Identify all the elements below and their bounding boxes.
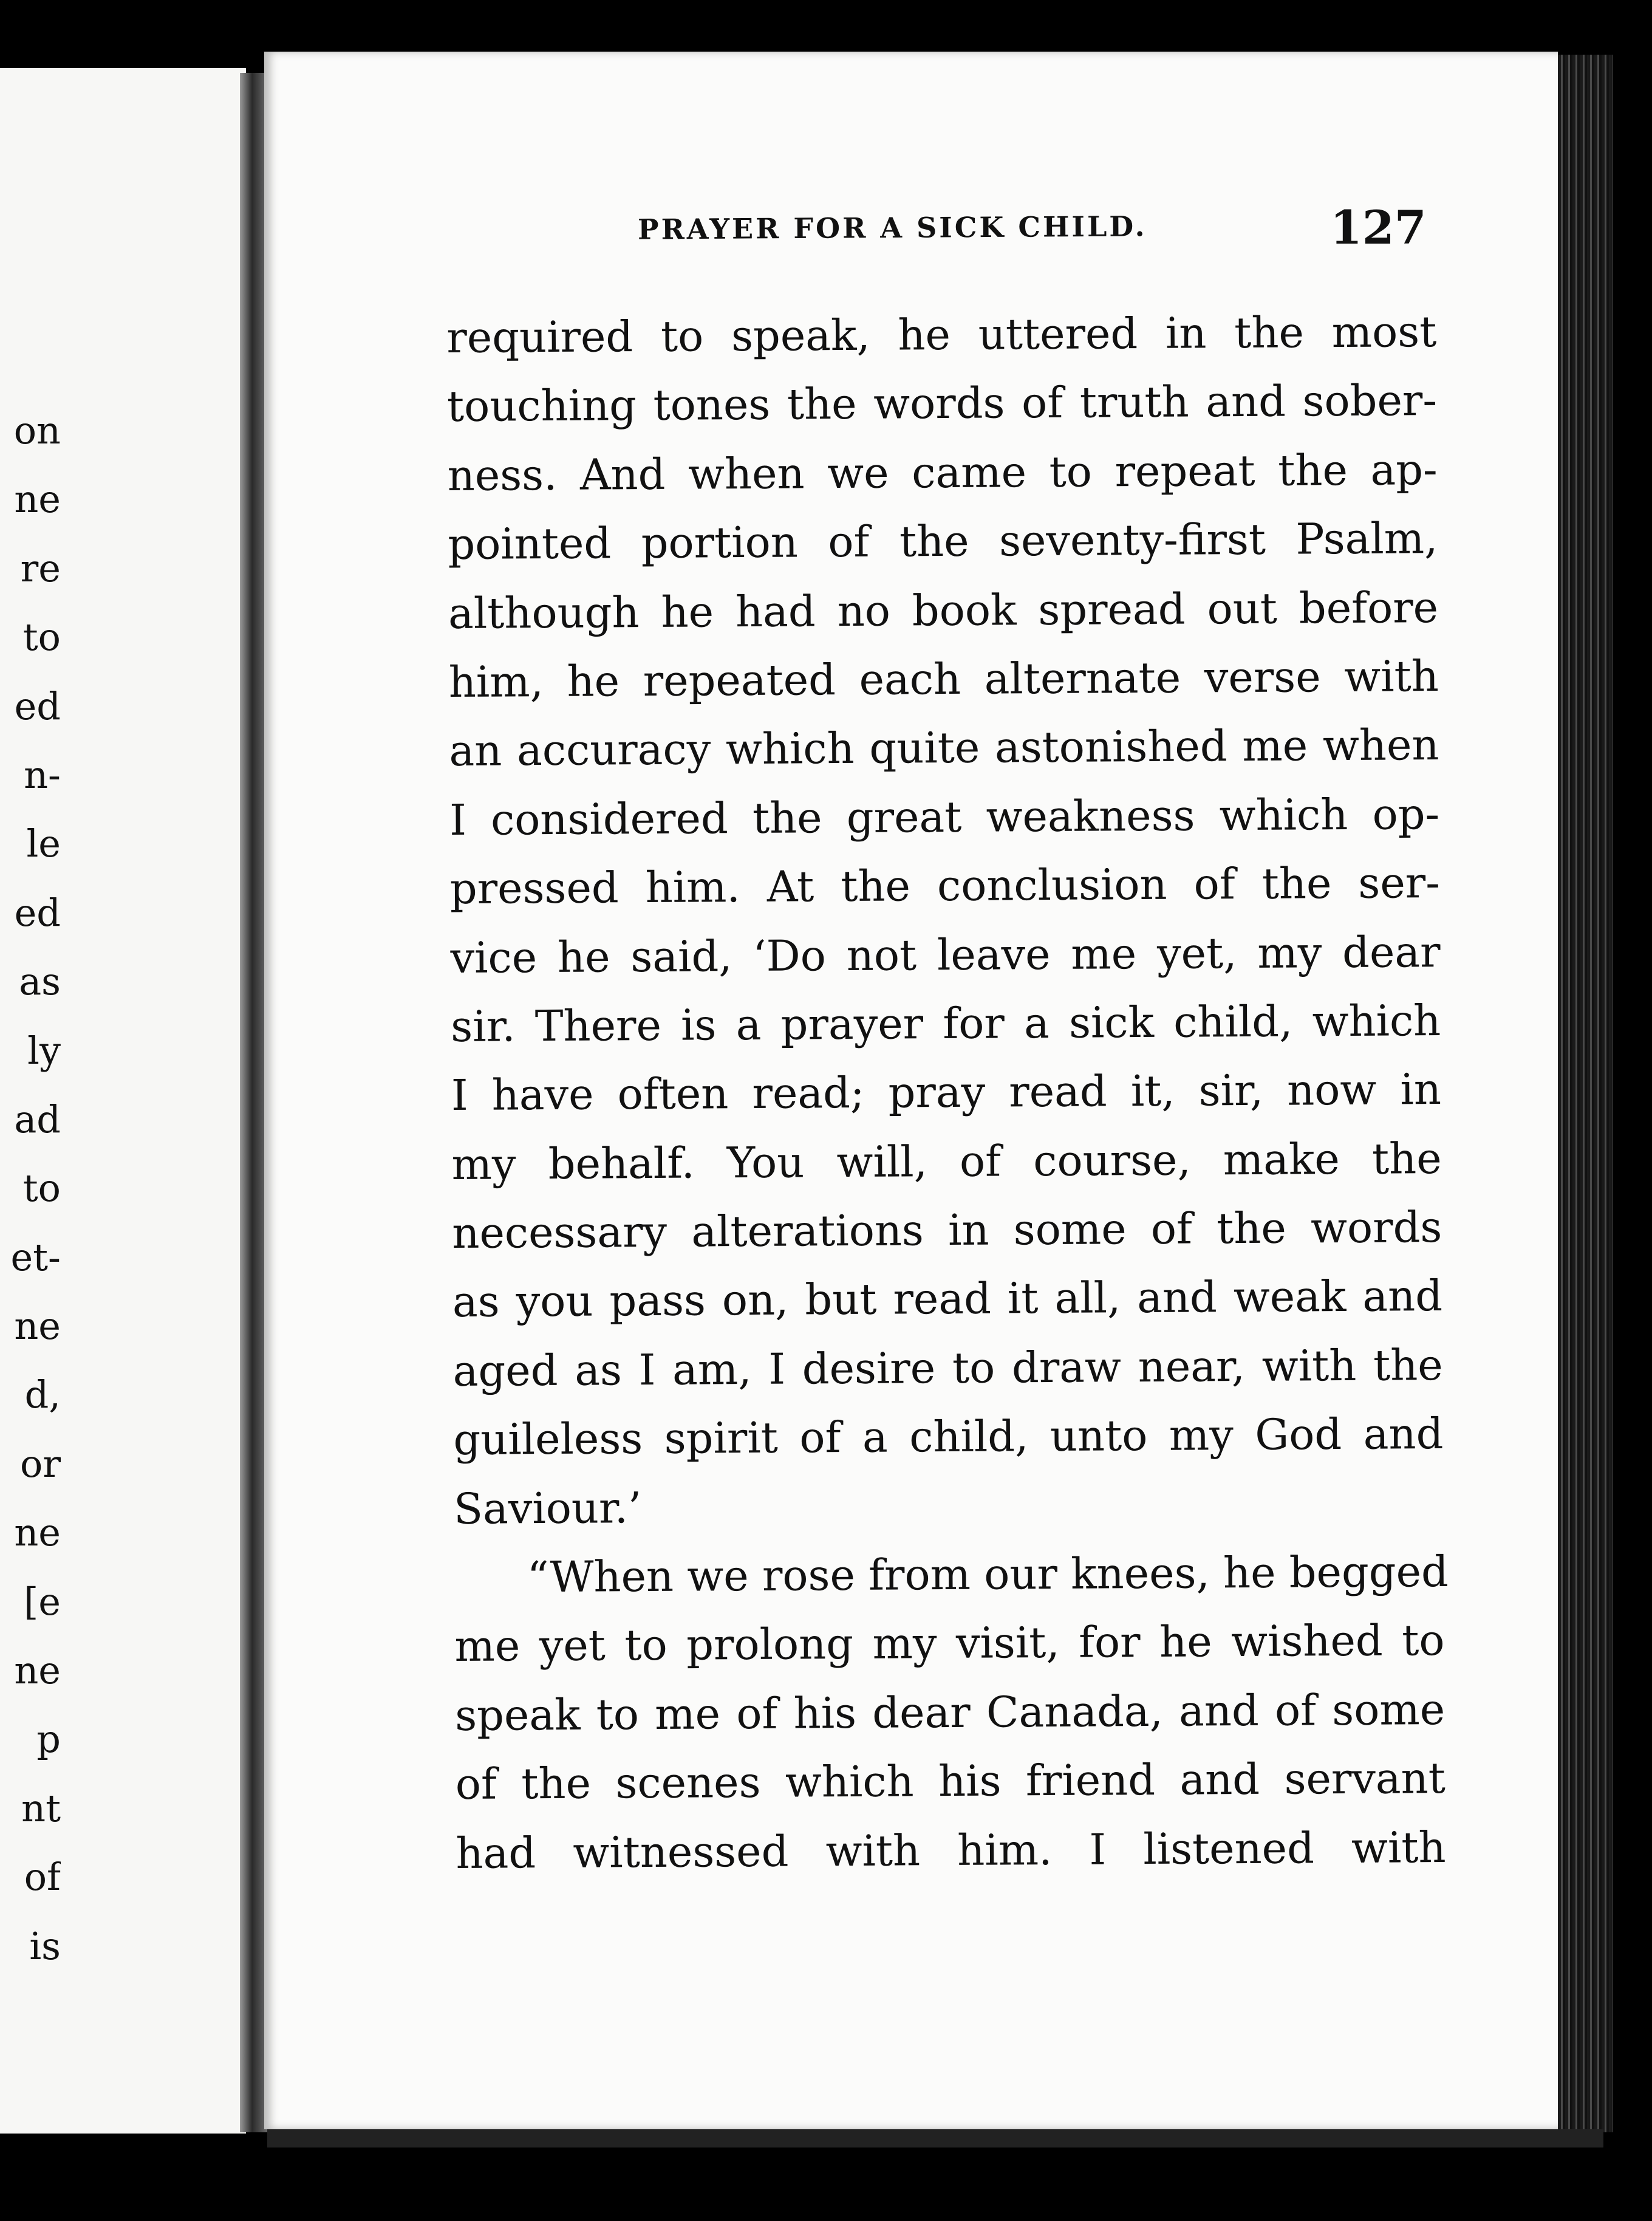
- text-line: him, he repeated each alternate verse with: [448, 651, 1439, 707]
- text-line: pointed portion of the seventy-first Psalm,: [448, 513, 1438, 570]
- bottom-edge: [267, 2129, 1603, 2147]
- left-fragment-line: re: [20, 546, 61, 590]
- left-fragment-line: to: [22, 615, 61, 660]
- text-line: aged as I am, I desire to draw near, with the: [452, 1340, 1443, 1396]
- text-line: guileless spirit of a child, unto my God and: [453, 1409, 1444, 1465]
- left-fragment-line: ne: [14, 477, 61, 522]
- text-line: sir. There is a prayer for a sick child, which: [451, 995, 1441, 1052]
- text-line: “When we rose from our knees, he begged: [527, 1546, 1449, 1603]
- left-fragment-line: or: [20, 1441, 61, 1486]
- text-line: as you pass on, but read it all, and weak and: [452, 1271, 1443, 1327]
- text-line: I have often read; pray read it, sir, now in: [451, 1064, 1442, 1121]
- body-text: [446, 298, 1449, 1888]
- left-fragment-line: ne: [14, 1304, 61, 1349]
- left-fragment-line: nt: [21, 1785, 61, 1830]
- text-line: had witnessed with him. I listened with: [456, 1822, 1446, 1878]
- left-fragment-line: ne: [14, 1510, 61, 1555]
- left-page: [0, 68, 246, 2134]
- text-line: required to speak, he uttered in the most: [446, 307, 1437, 363]
- left-fragment-line: p: [36, 1717, 61, 1762]
- text-line: Saviour.’: [453, 1482, 642, 1534]
- left-fragment-line: of: [24, 1855, 61, 1900]
- text-line: of the scenes which his friend and servant: [455, 1753, 1446, 1810]
- left-fragment-line: ne: [14, 1648, 61, 1693]
- book-gutter: [240, 73, 267, 2132]
- left-fragment-line: on: [13, 408, 61, 453]
- text-line: I considered the great weakness which op-: [449, 789, 1440, 845]
- left-fragment-line: ad: [14, 1097, 61, 1141]
- left-fragment-line: as: [19, 959, 61, 1004]
- left-fragment-line: ly: [27, 1028, 61, 1073]
- text-line: vice he said, ‘Do not leave me yet, my dear: [450, 926, 1441, 983]
- text-line: me yet to prolong my visit, for he wished to: [454, 1615, 1445, 1672]
- page-number: 127: [1330, 200, 1427, 255]
- text-line: pressed him. At the conclusion of the ser-: [449, 858, 1441, 914]
- text-line: ness. And when we came to repeat the ap-: [447, 444, 1438, 501]
- running-header: PRAYER FOR A SICK CHILD.: [637, 210, 1147, 246]
- left-fragment-line: is: [29, 1923, 61, 1968]
- text-line: necessary alterations in some of the words: [452, 1202, 1442, 1259]
- text-line: although he had no book spread out before: [448, 582, 1439, 638]
- text-line: an accuracy which quite astonished me when: [449, 720, 1439, 776]
- left-fragment-line: d,: [24, 1372, 61, 1417]
- left-fragment-line: n-: [24, 752, 61, 797]
- left-fragment-line: [e: [24, 1579, 61, 1624]
- text-line: touching tones the words of truth and sober-: [446, 375, 1438, 432]
- page-edges: [1558, 55, 1613, 2132]
- left-fragment-line: le: [26, 821, 61, 866]
- left-fragment-line: ed: [14, 683, 61, 728]
- text-line: my behalf. You will, of course, make the: [451, 1133, 1442, 1189]
- left-page-text-fragments: [0, 396, 61, 1980]
- left-fragment-line: et-: [10, 1234, 61, 1279]
- left-fragment-line: to: [22, 1166, 61, 1211]
- text-line: speak to me of his dear Canada, and of some: [454, 1684, 1445, 1740]
- left-fragment-line: ed: [14, 890, 61, 935]
